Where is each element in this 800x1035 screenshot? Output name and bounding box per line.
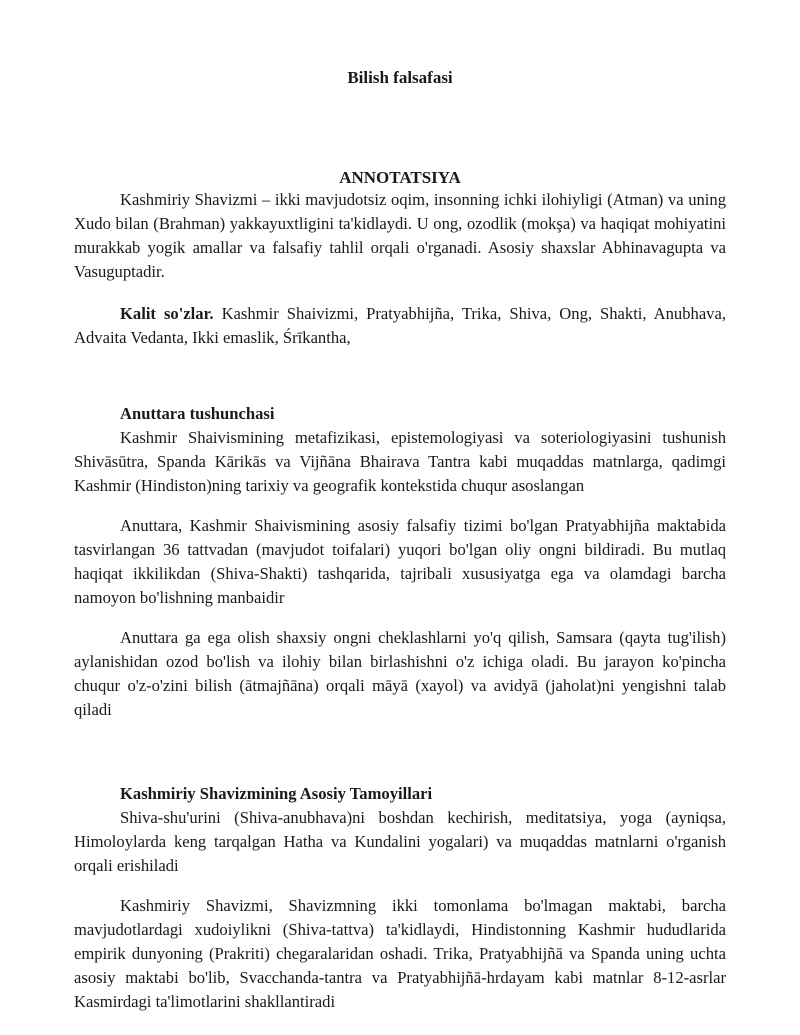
section1-paragraph-1: Kashmir Shaivismining metafizikasi, epistemologiyasi va soteriologiyasini tushunish Shivāsūtra, Spanda Kārikās va Vijñāna Bhairava Tantra kabi muqaddas matnlarga, qadimgi Kashmir (Hindiston)ning tarixiy va geografik kontekstida chuqur asoslangan [74, 428, 726, 495]
keywords-label: Kalit so'zlar. [120, 304, 214, 323]
section2-paragraph-2: Kashmiriy Shavizmi, Shavizmning ikki tomonlama bo'lmagan maktabi, barcha mavjudotlardagi xudoiylikni (Shiva-tattva) ta'kidlaydi, Hindistonning Kashmir hududlarida empirik dunyoning (Prakriti) chegaralaridan oshadi. Trika, Pratyabhijñā va Spanda uning uchta asosiy maktabi bo'lib, Svacchanda-tantra va Pratyabhijñā-hrdayam kabi matnlar 8-12-asrlar Kasmirdagi ta'limotlarini shakllantiradi [74, 896, 726, 1011]
keywords-section [74, 302, 726, 350]
document-title: Bilish falsafasi [347, 68, 453, 87]
annotation-heading: ANNOTATSIYA [339, 168, 461, 187]
keywords-text: Kashmir Shaivizmi, Pratyabhijña, Trika, Shiva, Ong, Shakti, Anubhava, Advaita Vedanta, Ikki emaslik, Śrīkantha, [74, 304, 726, 347]
section-principles [74, 782, 726, 1014]
section1-paragraph-3: Anuttara ga ega olish shaxsiy ongni cheklashlarni yo'q qilish, Samsara (qayta tug'ilish) aylanishidan ozod bo'lish va ilohiy bilan birlashishni o'z ichiga oladi. Bu jarayon ko'pincha chuqur o'z-o'zini bilish (ātmajñāna) orqali māyā (xayol) va avidyā (jaholat)ni yengishni talab qiladi [74, 628, 726, 719]
section-anuttara [74, 402, 726, 722]
section-heading-anuttara: Anuttara tushunchasi [120, 404, 275, 423]
section-heading-principles: Kashmiriy Shavizmining Asosiy Tamoyillari [120, 784, 433, 803]
annotation-section [74, 188, 726, 284]
section2-paragraph-1: Shiva-shu'urini (Shiva-anubhava)ni boshdan kechirish, meditatsiya, yoga (ayniqsa, Himoloylarda keng tarqalgan Hatha va Kundalini yogalari) va muqaddas matnlarni o'rganish orqali erishiladi [74, 808, 726, 875]
section1-paragraph-2: Anuttara, Kashmir Shaivismining asosiy falsafiy tizimi bo'lgan Pratyabhijña maktabida tasvirlangan 36 tattvadan (mavjudot toifalari) yuqori bo'lgan oliy ongni bildiradi. Bu mutlaq haqiqat ikkilikdan (Shiva-Shakti) tashqarida, tajribali xususiyatga ega va olamdagi barcha namoyon bo'lishning manbaidir [74, 516, 726, 607]
annotation-paragraph: Kashmiriy Shavizmi – ikki mavjudotsiz oqim, insonning ichki ilohiyligi (Atman) va uning Xudo bilan (Brahman) yakkayuxtligini ta'kidlaydi. U ong, ozodlik (mokşa) va haqiqat mohiyatini murakkab yogik amallar va falsafiy tahlil orqali o'rganadi. Asosiy shaxslar Abhinavagupta va Vasuguptadir. [74, 190, 726, 281]
keywords-paragraph [74, 302, 726, 350]
